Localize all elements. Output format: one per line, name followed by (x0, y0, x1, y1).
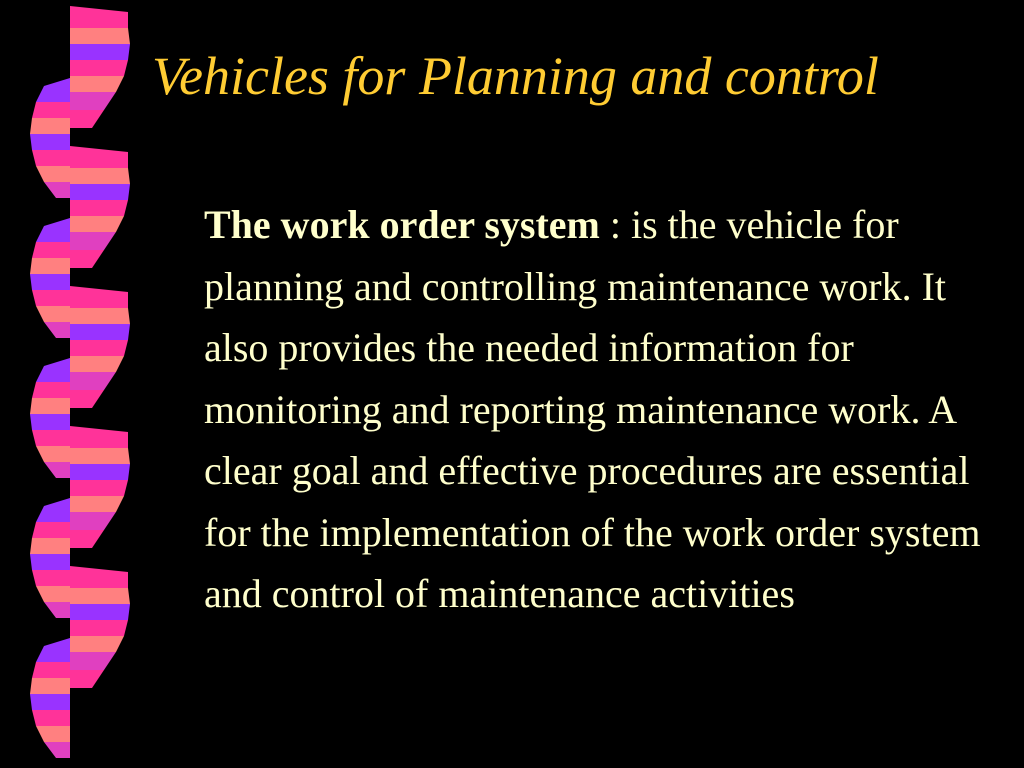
slide-title: Vehicles for Planning and control (152, 46, 879, 106)
body-definition: : is the vehicle for planning and controlling maintenance work. It also provides the needed information for monitoring and reporting maintenance work. A clear goal and effective procedures are essential for the implementation of the work order system and control of maintenance activities (204, 202, 981, 616)
slide-body-text (204, 194, 1014, 625)
spiral-ribbon-icon (0, 0, 140, 768)
body-lead-term: The work order system (204, 202, 600, 247)
